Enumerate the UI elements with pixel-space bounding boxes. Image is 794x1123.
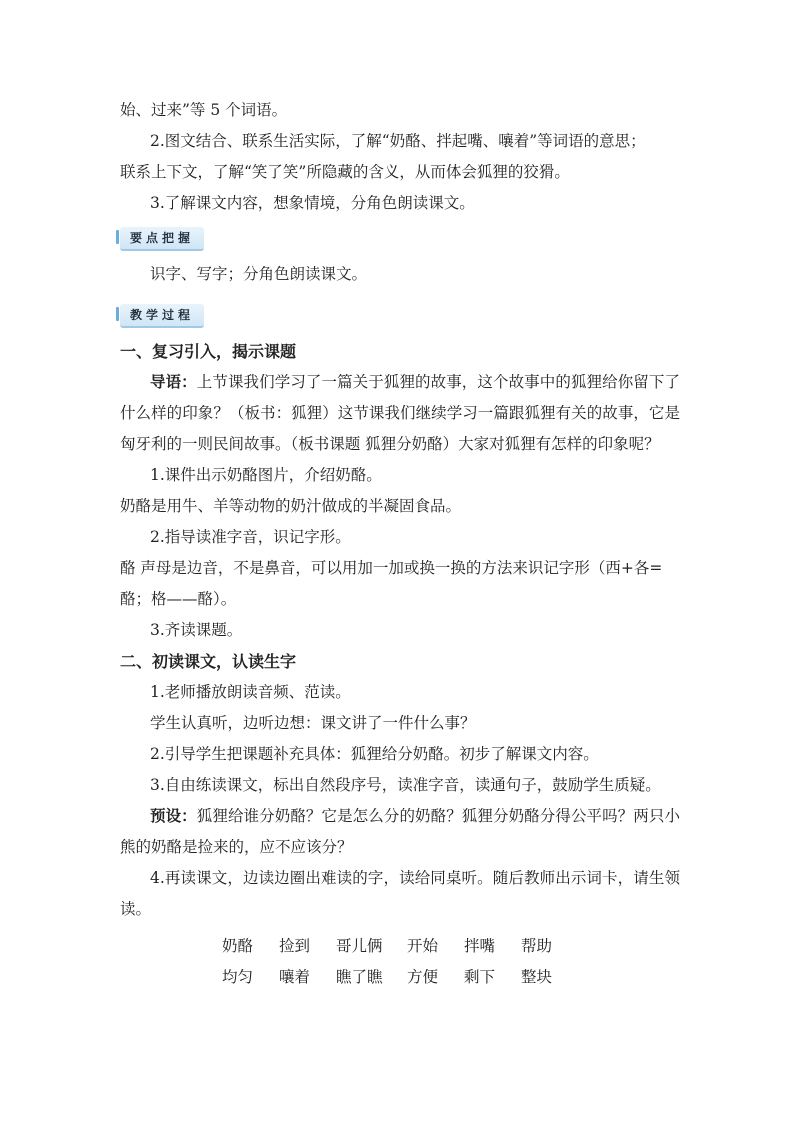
intro-text: 上节课我们学习了一篇关于狐狸的故事，这个故事中的狐狸给你留下了什么样的印象？（板书：狐狸）这节课我们继续学习一篇跟狐狸有关的故事，它是匈牙利的一则民间故事。（板书课题 狐狸分奶酪）大家对狐狸有怎样的印象呢？ — [120, 373, 680, 453]
word-card: 拌嘴 — [464, 937, 496, 955]
word-card: 帮助 — [521, 937, 553, 955]
word-card: 剩下 — [464, 968, 496, 986]
key-points-tag-row — [120, 219, 680, 259]
document-page — [120, 95, 680, 993]
word-card: 开始 — [407, 937, 439, 955]
section-2-step-2: 2.引导学生把课题补充具体：狐狸给分奶酪。初步了解课文内容。 — [150, 745, 599, 763]
preset-paragraph — [120, 801, 680, 863]
process-tag-row — [120, 296, 680, 336]
key-points-tag: 要点把握 — [120, 227, 204, 251]
section-2-step-3: 3.自由练读课文，标出自然段序号，读准字音，读通句子，鼓励学生质疑。 — [150, 776, 661, 794]
key-points-text: 识字、写字；分角色朗读课文。 — [150, 265, 368, 283]
section-1-step-1: 1.课件出示奶酪图片，介绍奶酪。 — [150, 466, 382, 484]
word-card: 瞧了瞧 — [336, 968, 383, 986]
objective-3: 3.了解课文内容，想象情境，分角色朗读课文。 — [150, 194, 475, 212]
objective-2-continued: 联系上下文，了解“笑了笑”所隐藏的含义，从而体会狐狸的狡猾。 — [120, 163, 570, 181]
objective-line-1: 始、过来”等 5 个词语。 — [120, 101, 288, 119]
word-card: 方便 — [407, 968, 439, 986]
word-card: 嚷着 — [279, 968, 311, 986]
character-note-line-2: 酪；格——酪）。 — [120, 590, 237, 608]
word-card: 均匀 — [222, 968, 254, 986]
intro-label: 导语： — [150, 373, 197, 391]
word-card-row-1 — [120, 931, 680, 962]
word-card: 奶酪 — [222, 937, 254, 955]
preset-text: 狐狸给谁分奶酪？它是怎么分的奶酪？狐狸分奶酪分得公平吗？两只小熊的奶酪是捡来的，应不应该分？ — [120, 807, 680, 856]
word-card: 整块 — [521, 968, 553, 986]
section-1-heading: 一、复习引入，揭示课题 — [120, 342, 297, 361]
word-card-row-2 — [120, 962, 680, 993]
word-card: 捡到 — [279, 937, 311, 955]
character-note-line-1: 酪 声母是边音，不是鼻音，可以用加一加或换一换的方法来识记字形（西+各= — [120, 559, 663, 577]
preset-label: 预设： — [150, 807, 197, 825]
section-2-step-1: 1.老师播放朗读音频、范读。 — [150, 683, 351, 701]
section-2-step-4: 4.再读课文，边读边圈出难读的字，读给同桌听。随后教师出示词卡，请生领读。 — [120, 869, 680, 918]
teaching-process-tag: 教学过程 — [120, 304, 204, 328]
section-1-step-2: 2.指导读准字音，识记字形。 — [150, 528, 351, 546]
objective-2: 2.图文结合、联系生活实际，了解“奶酪、拌起嘴、嚷着”等词语的意思； — [150, 132, 646, 150]
section-2-heading: 二、初读课文，认读生字 — [120, 652, 297, 671]
cheese-definition: 奶酪是用牛、羊等动物的奶汁做成的半凝固食品。 — [120, 497, 462, 515]
section-2-step-1-note: 学生认真听，边听边想：课文讲了一件什么事？ — [150, 714, 476, 732]
intro-paragraph — [120, 367, 680, 460]
section-1-step-3: 3.齐读课题。 — [150, 621, 243, 639]
word-card: 哥儿俩 — [336, 937, 383, 955]
